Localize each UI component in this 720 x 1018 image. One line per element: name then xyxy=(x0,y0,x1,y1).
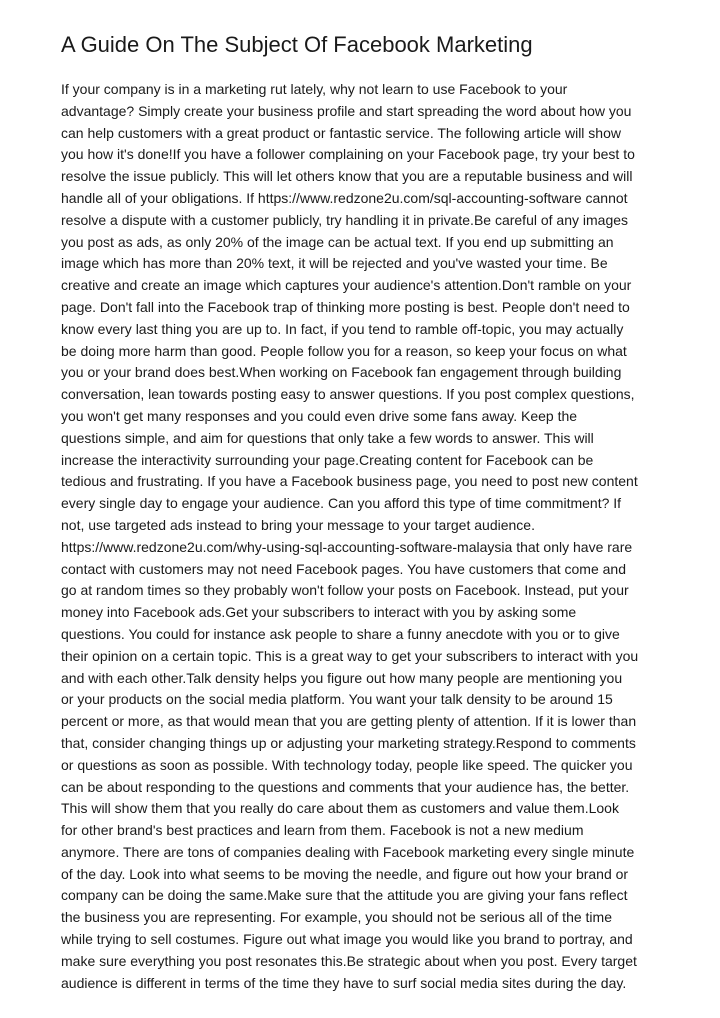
text-line: not, use targeted ads instead to bring your message to your target audience. xyxy=(61,516,535,533)
text-line: or your products on the social media platform. You want your talk density to be around 15 xyxy=(61,691,613,708)
text-line: creative and create an image which captures your audience's attention.Don't ramble on your xyxy=(61,277,632,294)
text-line: their opinion on a certain topic. This is a great way to get your subscribers to interact with you xyxy=(61,647,639,664)
text-line: page. Don't fall into the Facebook trap of thinking more posting is best. People don't need to xyxy=(61,298,630,315)
text-line: contact with customers may not need Facebook pages. You have customers that come and xyxy=(61,560,626,577)
text-line: This will show them that you really do care about them as customers and value them.Look xyxy=(61,800,619,817)
text-line: company can be doing the same.Make sure that the attitude you are giving your fans reflect xyxy=(61,887,628,904)
text-line: while trying to sell costumes. Figure out what image you would like you brand to portray, and xyxy=(61,931,633,948)
text-line: you or your brand does best.When working on Facebook fan engagement through building xyxy=(61,364,622,381)
text-line: questions. You could for instance ask people to share a funny anecdote with you or to give xyxy=(61,625,620,642)
text-line: increase the interactivity surrounding your page.Creating content for Facebook can be xyxy=(61,451,594,468)
text-line: you how it's done!If you have a follower complaining on your Facebook page, try your best to xyxy=(61,146,635,163)
text-line: can be about responding to the questions and comments that your audience has, the better. xyxy=(61,778,630,795)
text-line: be doing more harm than good. People follow you for a reason, so keep your focus on what xyxy=(61,342,627,359)
text-line: handle all of your obligations. If https://www.redzone2u.com/sql-accounting-software cannot xyxy=(61,189,628,206)
text-line: of the day. Look into what seems to be moving the needle, and figure out how your brand or xyxy=(61,865,629,882)
text-line: can help customers with a great product or fantastic service. The following article will show xyxy=(61,124,621,141)
text-line: or questions as soon as possible. With technology today, people like speed. The quicker you xyxy=(61,756,633,773)
text-line: make sure everything you post resonates this.Be strategic about when you post. Every target xyxy=(61,952,637,969)
text-line: resolve the issue publicly. This will let others know that you are a reputable business and will xyxy=(61,168,633,185)
text-line: conversation, lean towards posting easy to answer questions. If you post complex questions, xyxy=(61,386,635,403)
text-line: every single day to engage your audience. Can you afford this type of time commitment? If xyxy=(61,495,622,512)
text-line: know every last thing you are up to. In fact, if you tend to ramble off-topic, you may actually xyxy=(61,320,624,337)
text-line: audience is different in terms of the time they have to surf social media sites during the day. xyxy=(61,974,627,991)
text-line: money into Facebook ads.Get your subscribers to interact with you by asking some xyxy=(61,604,577,621)
text-line: percent or more, as that would mean that you are getting plenty of attention. If it is lower than xyxy=(61,713,637,730)
document-title: A Guide On The Subject Of Facebook Marketing xyxy=(61,32,533,57)
text-line: that, consider changing things up or adjusting your marketing strategy.Respond to comments xyxy=(61,734,636,751)
text-line: image which has more than 20% text, it will be rejected and you've wasted your time. Be xyxy=(61,255,608,272)
text-line: for other brand's best practices and learn from them. Facebook is not a new medium xyxy=(61,822,584,839)
text-line: advantage? Simply create your business profile and start spreading the word about how you xyxy=(61,102,632,119)
text-line: anymore. There are tons of companies dealing with Facebook marketing every single minute xyxy=(61,843,635,860)
text-line: https://www.redzone2u.com/why-using-sql-accounting-software-malaysia that only have rare xyxy=(61,538,633,555)
text-line: go at random times so they probably won't follow your posts on Facebook. Instead, put your xyxy=(61,582,629,599)
text-line: and with each other.Talk density helps you figure out how many people are mentioning you xyxy=(61,669,623,686)
text-line: If your company is in a marketing rut lately, why not learn to use Facebook to your xyxy=(61,81,568,97)
text-line: resolve a dispute with a customer publicly, try handling it in private.Be careful of any images xyxy=(61,211,629,228)
text-line: you won't get many responses and you could even drive some fans away. Keep the xyxy=(61,407,578,424)
text-line: the business you are representing. For example, you should not be serious all of the time xyxy=(61,909,612,926)
article-body xyxy=(61,79,661,994)
text-line: tedious and frustrating. If you have a Facebook business page, you need to post new content xyxy=(61,473,638,490)
text-line: questions simple, and aim for questions that only take a few words to answer. This will xyxy=(61,429,594,446)
text-line: you post as ads, as only 20% of the image can be actual text. If you end up submitting an xyxy=(61,233,614,250)
